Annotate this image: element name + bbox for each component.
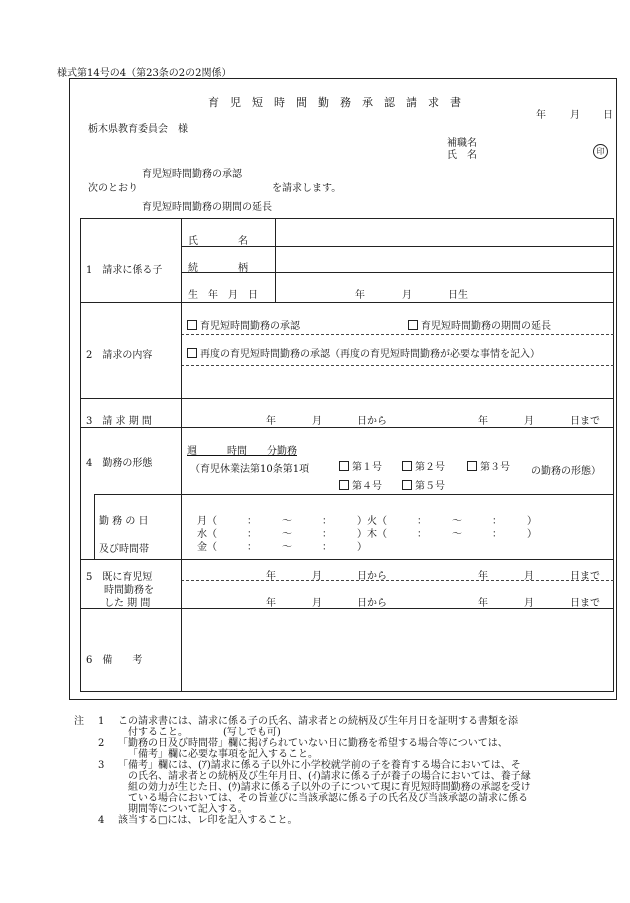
prev-from-month-2: 月 <box>312 598 322 609</box>
addressee: 栃木県教育委員会 様 <box>88 124 188 135</box>
option-again-checkbox[interactable] <box>187 348 197 358</box>
child-birth-day: 日生 <box>448 290 468 301</box>
option-no3-checkbox[interactable] <box>467 461 477 471</box>
request-suffix: を請求します。 <box>272 183 342 194</box>
option-no4-label: 第４号 <box>352 481 382 492</box>
option-no2-label: 第２号 <box>415 462 445 473</box>
note-line: 「備考」欄には、(ｱ)請求に係る子以外に小学校就学前の子を養育する場合においては、そ <box>118 760 521 771</box>
section2-label: 2 請求の内容 <box>86 350 153 361</box>
option-again-label: 再度の育児短時間勤務の承認（再度の育児短時間勤務が必要な事情を記入） <box>200 349 540 360</box>
option-approval-label: 育児短時間勤務の承認 <box>200 321 300 332</box>
workdays-row-3: 金（ ： 〜 ： ） <box>197 542 367 553</box>
note-number: 1 <box>98 716 105 727</box>
workdays-row-1: 月（ ： 〜 ： ）火（ ： 〜 ： ） <box>197 516 537 527</box>
post-label: 補職名 <box>447 138 477 149</box>
option-extension[interactable] <box>408 317 551 332</box>
request-table <box>80 218 614 692</box>
option-no3[interactable] <box>467 458 510 473</box>
date-year: 年 <box>536 110 546 121</box>
workdays-row-2: 水（ ： 〜 ： ）木（ ： 〜 ： ） <box>197 529 537 540</box>
option-no4-checkbox[interactable] <box>339 480 349 490</box>
notes <box>74 716 594 826</box>
prev-to-suffix-1: 日まで <box>570 571 600 582</box>
note-1 <box>74 716 594 738</box>
option-no1-checkbox[interactable] <box>339 461 349 471</box>
option-no4[interactable] <box>339 477 382 492</box>
section6-label: 6 備 考 <box>86 655 143 666</box>
seal-text: 印 <box>596 147 605 156</box>
section5-label-2: 時間勤務を <box>104 585 154 596</box>
date-month: 月 <box>570 110 580 121</box>
child-birth-month: 月 <box>402 290 412 301</box>
note-number: 2 <box>98 738 105 749</box>
option-no1[interactable] <box>339 458 382 473</box>
note-4 <box>74 815 594 826</box>
section5-label-3: した 期 間 <box>104 598 151 609</box>
note-line: 「備考」欄に必要な事項を記入すること。 <box>128 749 318 760</box>
note-line: ている場合においては、その旨並びに当該承認に係る子の氏名及び当該承認の請求に係る <box>128 793 528 804</box>
section4-label: 4 勤務の形態 <box>86 458 153 469</box>
prev-to-month-1: 月 <box>524 571 534 582</box>
option-extension-label: 育児短時間勤務の期間の延長 <box>421 321 551 332</box>
prev-to-month-2: 月 <box>524 598 534 609</box>
prev-to-year-1: 年 <box>478 571 488 582</box>
section5-label-1: 5 既に育児短 <box>86 572 153 583</box>
option-approval-checkbox[interactable] <box>187 320 197 330</box>
note-line: 「勤務の日及び時間帯」欄に掲げられていない日に勤務を希望する場合等については、 <box>118 738 508 749</box>
option-approval[interactable] <box>187 317 300 332</box>
prev-from-suffix-2: 日から <box>357 598 387 609</box>
prev-from-year-1: 年 <box>266 571 276 582</box>
period-from-suffix: 日から <box>357 416 387 427</box>
prev-from-month-1: 月 <box>312 571 322 582</box>
notes-label: 注 <box>74 716 84 727</box>
note-2 <box>74 738 594 760</box>
prev-from-year-2: 年 <box>266 598 276 609</box>
note-3 <box>74 760 594 815</box>
option-no5-label: 第５号 <box>415 481 445 492</box>
period-from-month: 月 <box>312 416 322 427</box>
section3-label: 3 請 求 期 間 <box>86 416 152 427</box>
option-no1-label: 第１号 <box>352 462 382 473</box>
note-line: 組の効力が生じた日、(ｳ)請求に係る子以外の子について現に育児短時間勤務の承認を受け <box>128 782 531 793</box>
note-line: 期間等について記入する。 <box>128 804 248 815</box>
option-no5[interactable] <box>402 477 445 492</box>
work-form-tail: の勤務の形態） <box>531 466 601 477</box>
option-no3-label: 第３号 <box>480 462 510 473</box>
period-to-suffix: 日まで <box>570 416 600 427</box>
note-number: 3 <box>98 760 105 771</box>
option-extension-checkbox[interactable] <box>408 320 418 330</box>
note-number: 4 <box>98 815 105 826</box>
option-no5-checkbox[interactable] <box>402 480 412 490</box>
child-birth-year: 年 <box>355 290 365 301</box>
note-line: この請求書には、請求に係る子の氏名、請求者との続柄及び生年月日を証明する書類を添 <box>118 716 518 727</box>
workdays-label-1: 勤 務 の 日 <box>99 516 149 527</box>
note-line: 該当する□には、レ印を記入すること。 <box>118 815 298 826</box>
law-reference: （育児休業法第10条第1項 <box>190 464 310 475</box>
name-label: 氏 名 <box>447 150 477 161</box>
date-day: 日 <box>603 110 613 121</box>
prev-to-year-2: 年 <box>478 598 488 609</box>
option-no2-checkbox[interactable] <box>402 461 412 471</box>
seal-mark <box>593 144 608 159</box>
note-line: 付すること。 (写しでも可) <box>128 727 281 738</box>
weekly-hours: 週 時間 分勤務 <box>187 446 297 457</box>
form-id: 様式第14号の4（第23条の2の2関係） <box>57 68 232 79</box>
form-title: 育 児 短 時 間 勤 務 承 認 請 求 書 <box>208 96 461 109</box>
period-from-year: 年 <box>266 416 276 427</box>
request-option-approval: 育児短時間勤務の承認 <box>142 169 242 180</box>
option-again[interactable] <box>187 345 540 360</box>
request-prefix: 次のとおり <box>88 183 138 194</box>
child-name-label: 氏 名 <box>188 236 248 247</box>
child-relation-label: 続 柄 <box>188 263 248 274</box>
period-to-year: 年 <box>478 416 488 427</box>
period-to-month: 月 <box>524 416 534 427</box>
workdays-label-2: 及び時間帯 <box>99 544 149 555</box>
prev-to-suffix-2: 日まで <box>570 598 600 609</box>
option-no2[interactable] <box>402 458 445 473</box>
note-line: の氏名、請求者との続柄及び生年月日、(ｲ)請求に係る子が養子の場合においては、養子縁 <box>128 771 531 782</box>
section1-label: 1 請求に係る子 <box>86 265 163 276</box>
child-birth-label: 生 年 月 日 <box>188 290 258 301</box>
request-option-extension: 育児短時間勤務の期間の延長 <box>142 202 272 213</box>
prev-from-suffix-1: 日から <box>357 571 387 582</box>
